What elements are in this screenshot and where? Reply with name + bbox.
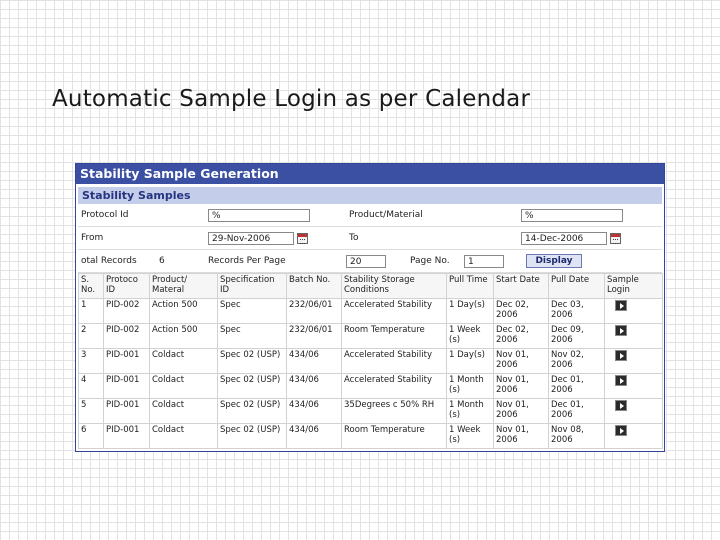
cell-protocol-id: PID-001	[104, 349, 150, 374]
arrow-right-icon[interactable]	[615, 300, 627, 311]
col-header-sample-login: Sample Login	[605, 274, 663, 299]
table-header-row	[79, 274, 663, 299]
protocol-row	[78, 204, 662, 227]
table-row	[79, 299, 663, 324]
cell-sample-login	[605, 424, 663, 449]
product-label: Product/Material	[349, 210, 423, 220]
paging-row	[78, 250, 662, 273]
table-row	[79, 424, 663, 449]
cell-specification: Spec	[218, 324, 287, 349]
panel-title: Stability Sample Generation	[76, 164, 664, 184]
col-header-product: Product/ Materal	[150, 274, 218, 299]
cell-product: Coldact	[150, 424, 218, 449]
to-label: To	[349, 233, 359, 243]
table-row	[79, 399, 663, 424]
cell-start-date: Nov 01, 2006	[494, 399, 549, 424]
cell-sno: 1	[79, 299, 104, 324]
date-row	[78, 227, 662, 250]
arrow-right-icon[interactable]	[615, 350, 627, 361]
col-header-pull-time: Pull Time	[447, 274, 494, 299]
stability-sample-panel	[75, 163, 665, 452]
cell-pull-time: 1 Day(s)	[447, 349, 494, 374]
cell-protocol-id: PID-002	[104, 299, 150, 324]
records-per-page-input[interactable]: 20	[346, 255, 386, 268]
cell-sno: 6	[79, 424, 104, 449]
cell-protocol-id: PID-001	[104, 374, 150, 399]
col-header-pull-date: Pull Date	[549, 274, 605, 299]
cell-pull-time: 1 Month (s)	[447, 399, 494, 424]
arrow-right-icon[interactable]	[615, 400, 627, 411]
cell-specification: Spec 02 (USP)	[218, 349, 287, 374]
col-header-storage: Stability Storage Conditions	[342, 274, 447, 299]
cell-pull-time: 1 Month (s)	[447, 374, 494, 399]
cell-product: Action 500	[150, 324, 218, 349]
cell-storage: Room Temperature	[342, 324, 447, 349]
from-date-input[interactable]: 29-Nov-2006	[208, 232, 294, 245]
col-header-batch: Batch No.	[287, 274, 342, 299]
cell-protocol-id: PID-001	[104, 399, 150, 424]
cell-product: Action 500	[150, 299, 218, 324]
cell-start-date: Dec 02, 2006	[494, 299, 549, 324]
cell-sno: 3	[79, 349, 104, 374]
cell-batch: 434/06	[287, 349, 342, 374]
cell-sample-login	[605, 324, 663, 349]
cell-batch: 232/06/01	[287, 299, 342, 324]
cell-storage: Room Temperature	[342, 424, 447, 449]
cell-specification: Spec 02 (USP)	[218, 399, 287, 424]
cell-pull-date: Dec 01, 2006	[549, 399, 605, 424]
cell-start-date: Dec 02, 2006	[494, 324, 549, 349]
col-header-specification: Specification ID	[218, 274, 287, 299]
cell-protocol-id: PID-002	[104, 324, 150, 349]
cell-sno: 4	[79, 374, 104, 399]
cell-product: Coldact	[150, 374, 218, 399]
cell-start-date: Nov 01, 2006	[494, 374, 549, 399]
arrow-right-icon[interactable]	[615, 325, 627, 336]
cell-sample-login	[605, 349, 663, 374]
col-header-protocol-id: Protoco ID	[104, 274, 150, 299]
cell-batch: 434/06	[287, 374, 342, 399]
display-button[interactable]: Display	[526, 254, 582, 268]
cell-pull-date: Nov 08, 2006	[549, 424, 605, 449]
records-per-page-label: Records Per Page	[208, 256, 286, 266]
arrow-right-icon[interactable]	[615, 375, 627, 386]
cell-storage: Accelerated Stability	[342, 374, 447, 399]
from-calendar-icon[interactable]	[297, 233, 308, 244]
cell-specification: Spec 02 (USP)	[218, 374, 287, 399]
arrow-right-icon[interactable]	[615, 425, 627, 436]
cell-pull-date: Nov 02, 2006	[549, 349, 605, 374]
cell-pull-time: 1 Week (s)	[447, 424, 494, 449]
cell-product: Coldact	[150, 349, 218, 374]
protocol-label: Protocol Id	[81, 210, 129, 220]
cell-sample-login	[605, 399, 663, 424]
cell-pull-time: 1 Week (s)	[447, 324, 494, 349]
cell-specification: Spec 02 (USP)	[218, 424, 287, 449]
to-calendar-icon[interactable]	[610, 233, 621, 244]
page-no-label: Page No.	[410, 256, 450, 266]
cell-storage: 35Degrees c 50% RH	[342, 399, 447, 424]
cell-storage: Accelerated Stability	[342, 299, 447, 324]
cell-storage: Accelerated Stability	[342, 349, 447, 374]
table-row	[79, 374, 663, 399]
cell-sno: 2	[79, 324, 104, 349]
slide-title: Automatic Sample Login as per Calendar	[52, 86, 531, 112]
col-header-sno: S. No.	[79, 274, 104, 299]
to-date-input[interactable]: 14-Dec-2006	[521, 232, 607, 245]
table-row	[79, 324, 663, 349]
samples-table	[78, 273, 663, 449]
cell-pull-date: Dec 09, 2006	[549, 324, 605, 349]
cell-pull-date: Dec 03, 2006	[549, 299, 605, 324]
cell-batch: 434/06	[287, 424, 342, 449]
page-no-input[interactable]: 1	[464, 255, 504, 268]
cell-protocol-id: PID-001	[104, 424, 150, 449]
cell-pull-time: 1 Day(s)	[447, 299, 494, 324]
cell-start-date: Nov 01, 2006	[494, 424, 549, 449]
table-row	[79, 349, 663, 374]
cell-start-date: Nov 01, 2006	[494, 349, 549, 374]
total-records-value: 6	[159, 256, 165, 266]
cell-batch: 232/06/01	[287, 324, 342, 349]
cell-product: Coldact	[150, 399, 218, 424]
total-records-label: otal Records	[81, 256, 137, 266]
cell-sample-login	[605, 299, 663, 324]
cell-sno: 5	[79, 399, 104, 424]
col-header-start-date: Start Date	[494, 274, 549, 299]
cell-pull-date: Dec 01, 2006	[549, 374, 605, 399]
cell-sample-login	[605, 374, 663, 399]
section-title: Stability Samples	[78, 187, 662, 204]
cell-batch: 434/06	[287, 399, 342, 424]
product-input[interactable]: %	[521, 209, 623, 222]
from-label: From	[81, 233, 104, 243]
protocol-input[interactable]: %	[208, 209, 310, 222]
cell-specification: Spec	[218, 299, 287, 324]
